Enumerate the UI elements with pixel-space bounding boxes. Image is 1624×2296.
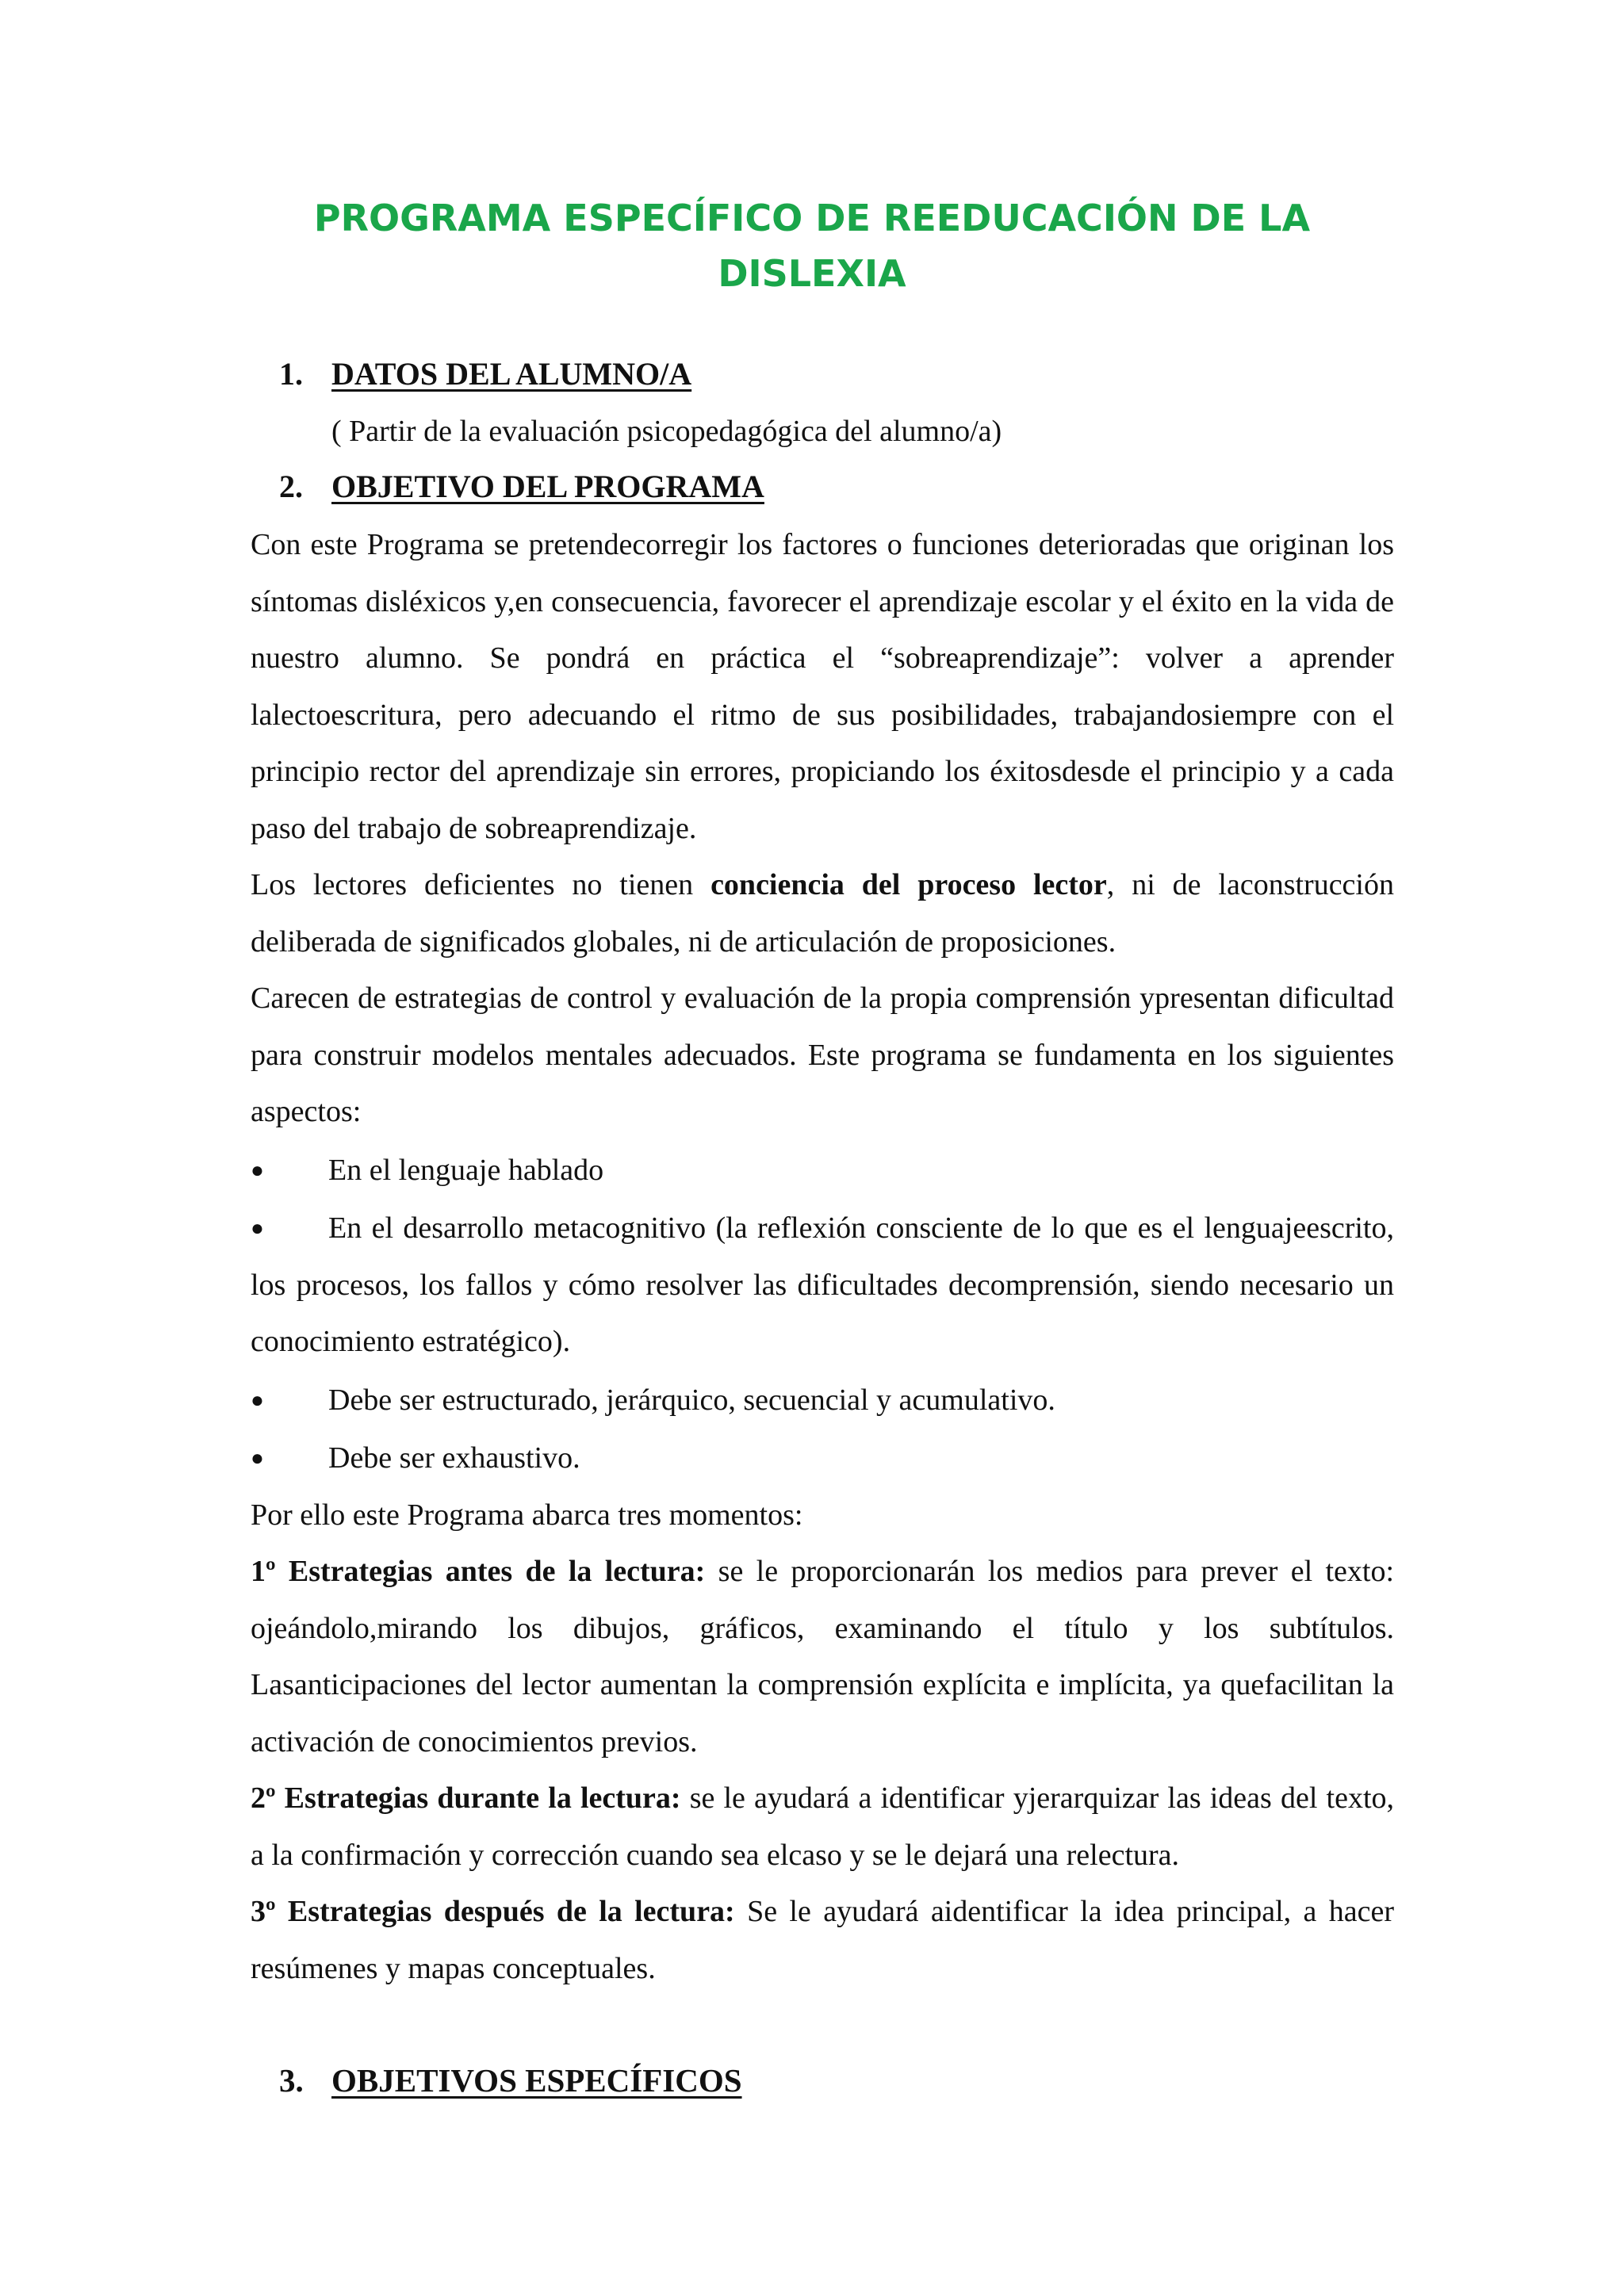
- strategy-label: 1º Estrategias antes de la lectura:: [251, 1555, 706, 1588]
- strategy-before-reading: [251, 1544, 1394, 1770]
- bullet-icon: ●: [251, 1158, 264, 1183]
- title-line-1: PROGRAMA ESPECÍFICO DE REEDUCACIÓN DE LA: [313, 197, 1311, 239]
- section-heading-3: [279, 2061, 742, 2099]
- title-line-2: DISLEXIA: [718, 252, 906, 295]
- strategy-text: se le proporcionarán los medios para prever el texto: ojeándolo,mirando los dibujos, gráficos, examinando el título y los subtítulos. Lasanticipaciones del lector aumentan la comprensión explícita e implícita, ya quefacilitan la activación de conocimientos previos.: [251, 1555, 1395, 1758]
- bullet-icon: ●: [251, 1446, 264, 1471]
- program-body: [251, 517, 1394, 1997]
- list-item-text: En el desarrollo metacognitivo (la reflexión consciente de lo que es el lenguajeescrito, los procesos, los fallos y cómo resolver las dificultades decomprensión, siendo necesario un conocimiento estratégico).: [251, 1211, 1394, 1358]
- aspects-list: [251, 1142, 1394, 1487]
- section-number: 3.: [279, 2062, 304, 2099]
- text-span: , ni de laconstrucción deliberada de significados globales, ni de articulación de proposiciones.: [251, 868, 1394, 959]
- section-heading-2: [279, 468, 764, 506]
- bullet-icon: ●: [251, 1216, 264, 1241]
- strategy-label: 2º Estrategias durante la lectura:: [251, 1781, 681, 1815]
- document-title: [0, 190, 1624, 301]
- strategy-label: 3º Estrategias después de la lectura:: [251, 1895, 735, 1928]
- section-number: 2.: [279, 469, 303, 504]
- paragraph-deficient-readers: [251, 857, 1394, 970]
- list-item-text: Debe ser estructurado, jerárquico, secuencial y acumulativo.: [328, 1383, 1055, 1417]
- strategy-during-reading: [251, 1770, 1394, 1884]
- list-item-text: Debe ser exhaustivo.: [328, 1441, 580, 1475]
- list-item: [251, 1372, 1394, 1429]
- section-title: OBJETIVOS ESPECÍFICOS: [331, 2062, 742, 2099]
- section-heading-1: [279, 355, 691, 393]
- strategy-after-reading: [251, 1884, 1394, 1997]
- list-item: [251, 1430, 1394, 1487]
- paragraph-strategies-lack: Carecen de estrategias de control y evaluación de la propia comprensión ypresentan dificultad para construir modelos mentales adecuados. Este programa se fundamenta en los siguientes aspectos:: [251, 982, 1394, 1128]
- list-item: [251, 1142, 1394, 1200]
- strategy-text: se le ayudará a identificar yjerarquizar las ideas del texto, a la confirmación y corrección cuando sea elcaso y se le dejará una relectura.: [251, 1781, 1394, 1872]
- list-item-text: En el lenguaje hablado: [328, 1153, 604, 1187]
- section-number: 1.: [279, 356, 303, 392]
- strategy-text: Se le ayudará aidentificar la idea principal, a hacer resúmenes y mapas conceptuales.: [251, 1895, 1394, 1985]
- evaluation-note: ( Partir de la evaluación psicopedagógica del alumno/a): [331, 415, 1002, 448]
- paragraph-objective: Con este Programa se pretendecorregir los factores o funciones deterioradas que originan los síntomas disléxicos y,en consecuencia, favorecer el aprendizaje escolar y el éxito en la vida de nuestro alumno. Se pondrá en práctica el “sobreaprendizaje”: volver a aprender lalectoescritura, pero adecuando el ritmo de sus posibilidades, trabajandosiempre con el principio rector del aprendizaje sin errores, propiciando los éxitosdesde el principio y a cada paso del trabajo de sobreaprendizaje.: [251, 528, 1394, 845]
- section-title: OBJETIVO DEL PROGRAMA: [331, 469, 764, 504]
- paragraph-three-moments: Por ello este Programa abarca tres momentos:: [251, 1498, 803, 1532]
- section-title: DATOS DEL ALUMNO/A: [331, 356, 692, 392]
- text-span: Los lectores deficientes no tienen: [251, 868, 711, 901]
- bullet-icon: ●: [251, 1387, 264, 1413]
- list-item: [251, 1200, 1394, 1371]
- bold-text: conciencia del proceso lector: [710, 868, 1107, 901]
